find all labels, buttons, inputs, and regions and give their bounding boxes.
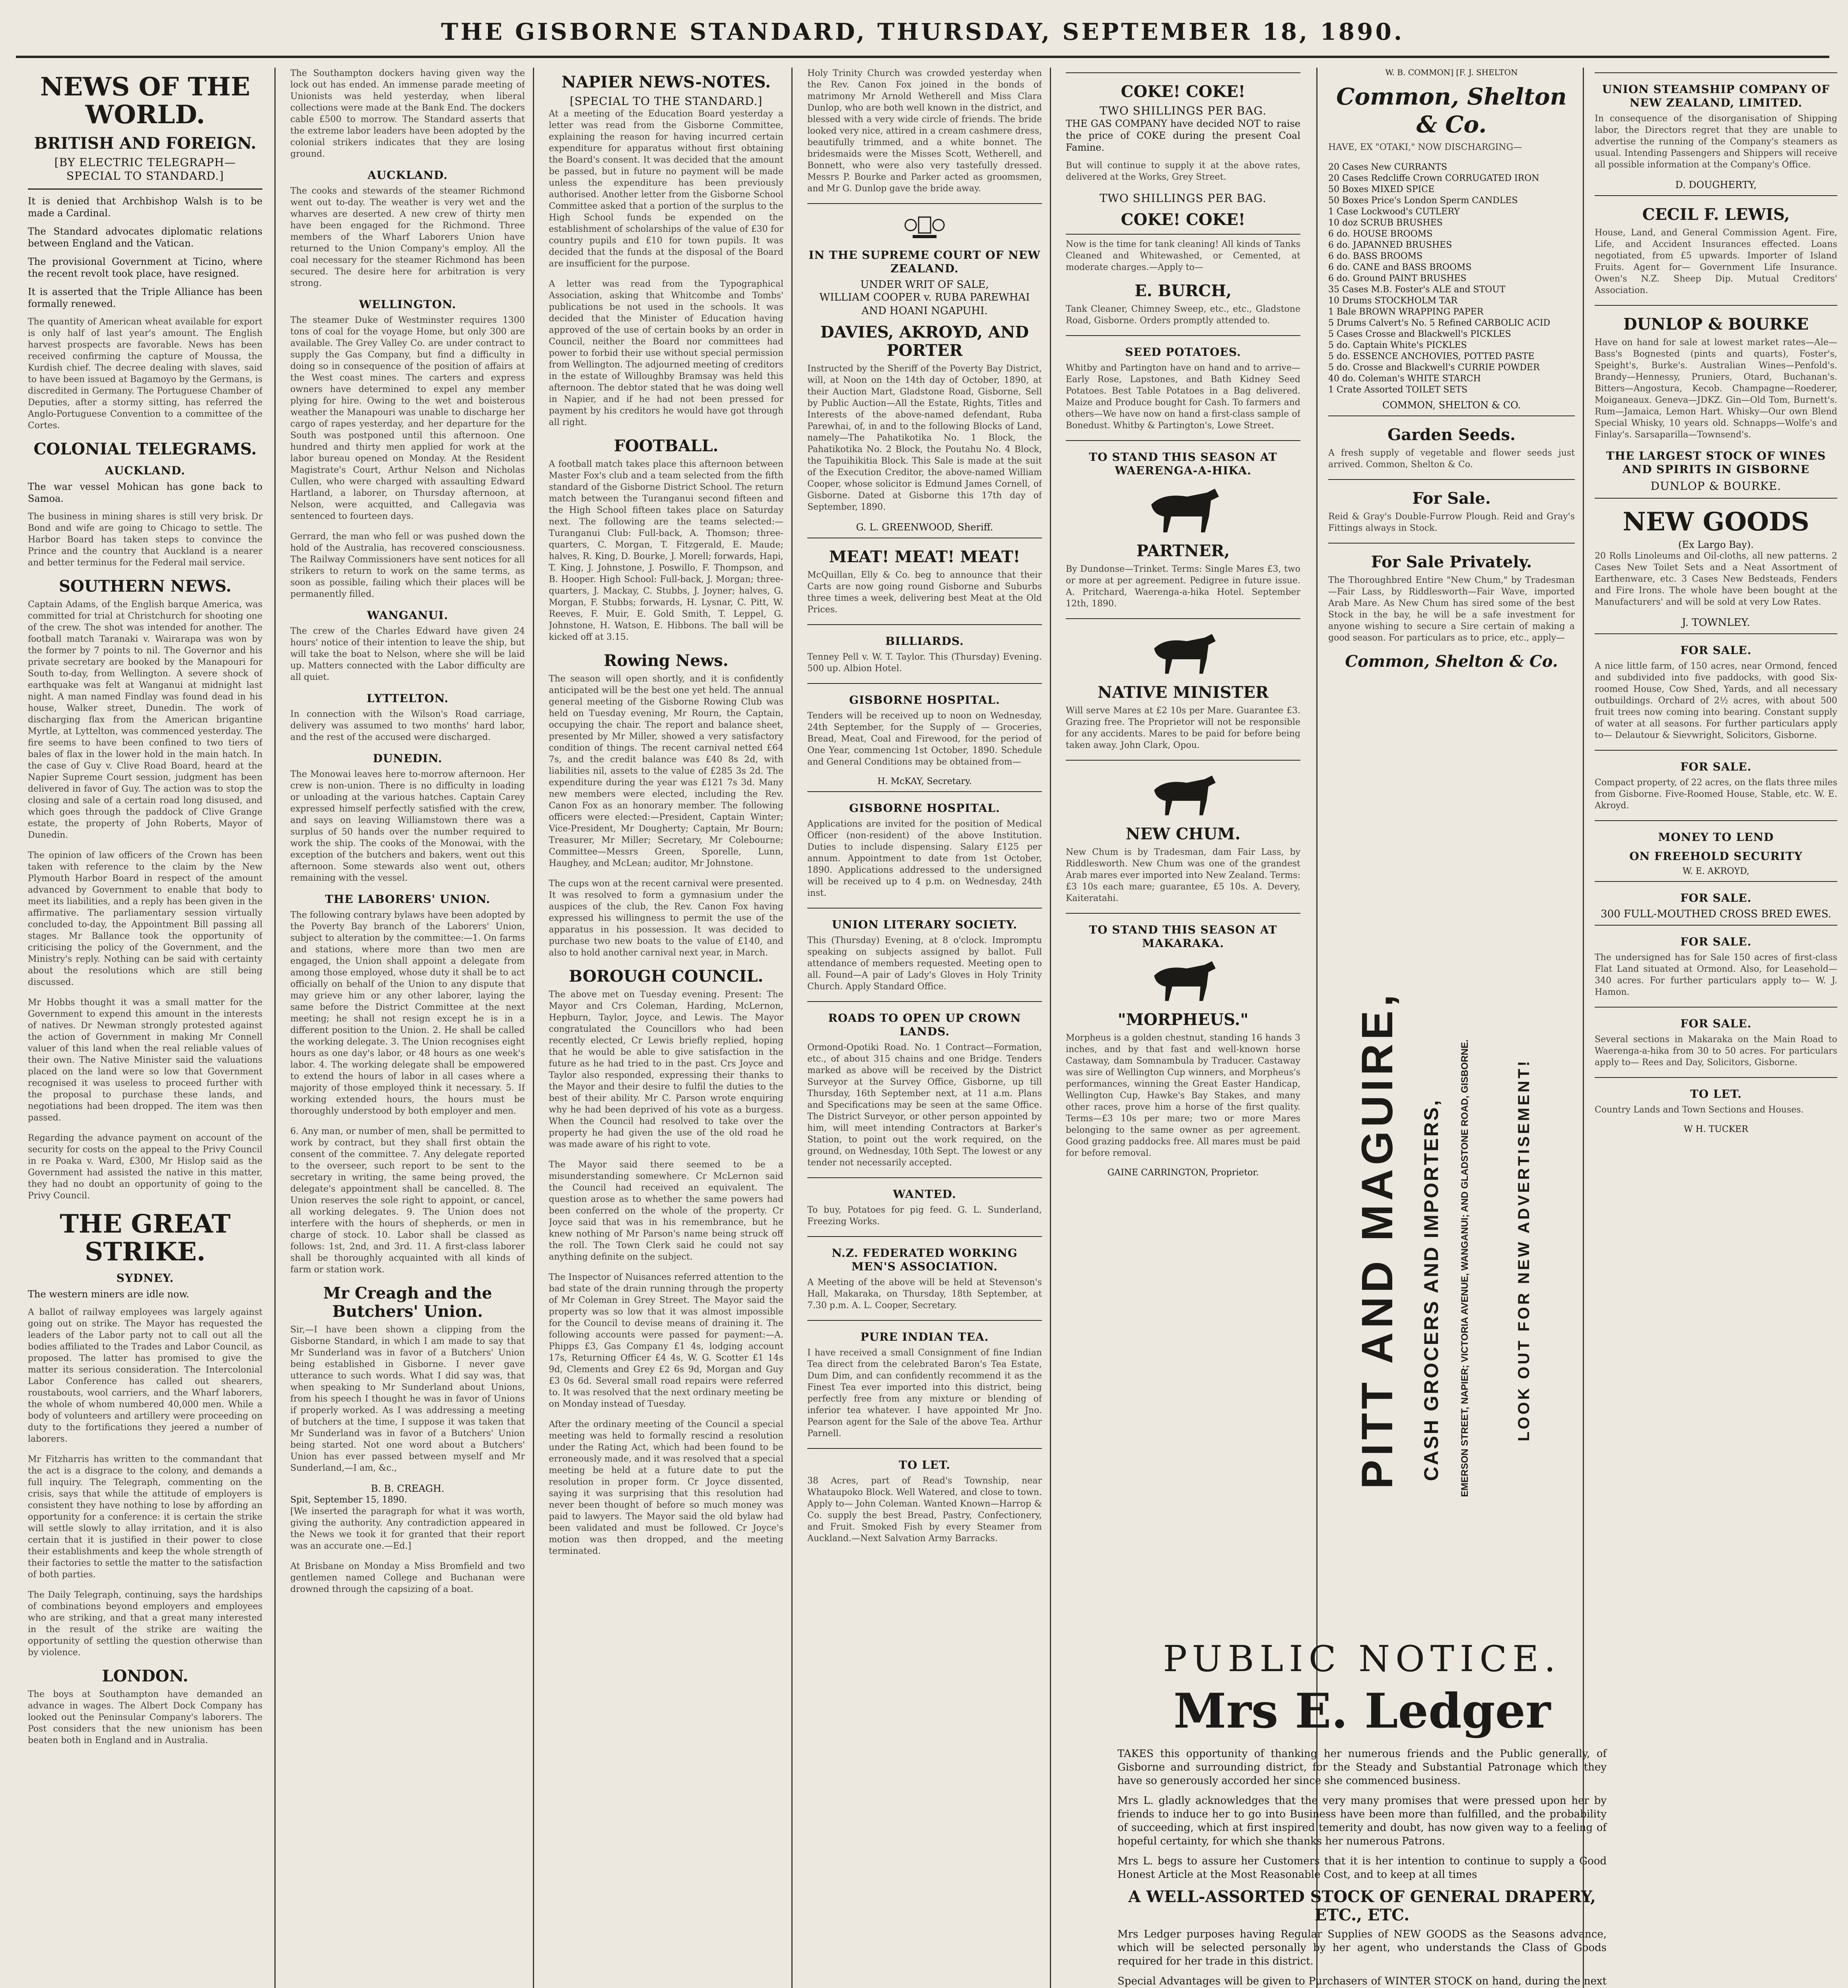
text-block: The crew of the Charles Edward have given 24 hours' notice of their intention to leave the ship, but will take the boat to Nelson, where she will be laid up. Matters connected with the Labor difficulty are all quiet. xyxy=(290,626,525,682)
stand-headline: TO STAND THIS SEASON AT WAERENGA-A-HIKA. xyxy=(1089,450,1277,477)
ledger-name: Mrs E. Ledger xyxy=(1173,1683,1551,1739)
text-block: The steamer Duke of Westminster requires 1300 tons of coal for the voyage Home, but only 300 are available. The Grey Valley Co. are under contract to supply the Gas Company, but find a difficulty in doing so in consequence of the position of affairs at the West coast mines. The carters and express owners have determined to expel any member plying for hire. Owing to the wet and boisterous weather the Manapouri was unable to discharge her cargo of rapes yesterday, and her departure for the South was postponed until this afternoon. One hundred and thirty men applied for work at the labor bureau opened on Monday. At the Resident Magistrate's Court, Arthur Nelson and Nicholas Cullen, who were charged with assaulting Edward Hartland, a laborer, on Thursday afternoon, at Nelson, were acquitted, and Callegavia was sentenced to fourteen days. xyxy=(290,315,525,521)
wanted-headline: WANTED. xyxy=(893,1188,956,1201)
headline-creagh-butchers: Mr Creagh and the Butchers' Union. xyxy=(323,1284,492,1321)
text-block: Will serve Mares at £2 10s per Mare. Guarantee £3. Grazing free. The Proprietor will not be responsible for any accidents. Mares to be paid for before being taken away. John Clark, Opou. xyxy=(1066,706,1300,750)
agent-signature: D. DOUGHERTY, xyxy=(1675,179,1757,190)
lewis-name: CECIL F. LEWIS, xyxy=(1642,205,1790,224)
for-sale-headline: FOR SALE. xyxy=(1680,644,1752,657)
public-notice-title: PUBLIC NOTICE. xyxy=(1163,1638,1561,1680)
text-block: The cups won at the recent carnival were presented. It was resolved to form a gymnasium under the auspices of the club, the Rev. Canon Fox having expressed his willingness to permit the use of the apparatus in his possession. It was decided to purchase two new boats to the value of £140, and also to hold another carnival next year, in March. xyxy=(549,879,783,958)
coke-ad xyxy=(1066,72,1300,229)
news-item: It is asserted that the Triple Alliance has been formally renewed. xyxy=(28,286,262,309)
text-block: The cooks and stewards of the steamer Richmond went out to-day. The weather is very wet and the wharves are deserted. A new crew of thirty men have been engaged for the Richmond. Three members of the Wharf Laborers Union have returned to the Union Company's employ. All the coal necessary for the steamer Richmond has been secured. The desire here for arbitration is very strong. xyxy=(290,186,525,288)
text-block: Instructed by the Sheriff of the Poverty Bay District, will, at Noon on the 14th day of October, 1890, at their Auction Mart, Gladstone Road, Gisborne, Sell by Public Auction—All the Estate, Rights, Titles and Interests of the above-named defendant, Ruba Parewhai, of, in and to the following Blocks of Land, namely—The Pahatikotika No. 1 Block, the Pahatikotika No. 2 Block, the Poutahu No. 4 Block, the Tapuihikitia Block. This Sale is made at the suit of the Execution Creditor, the above-named William Cooper, whose solicitor is Edmund James Cornell, of Gisborne. Dated at Gisborne this 17th day of September, 1890. xyxy=(807,364,1042,512)
text-block: Tank Cleaner, Chimney Sweep, etc., etc., Gladstone Road, Gisborne. Orders promptly attended to. xyxy=(1066,304,1300,326)
steamship-headline: UNION STEAMSHIP COMPANY OF NEW ZEALAND, LIMITED. xyxy=(1602,83,1830,109)
text-block: 6. Any man, or number of men, shall be permitted to work by contract, but they shall first obtain the consent of the committee. 7. Any delegate reported to the overseer, such report to be sent to the secretary in writing, the same being proved, the delegate's appointment shall be cancelled. 8. The Union reserves the sole right to appoint, or cancel, all working delegates. 9. The Union does not interfere with the hours of shepherds, or men in charge of stock. 10. Labor shall be classed as follows: 1st, 2nd, and 3rd. 11. A first-class laborer shall be thoroughly acquainted with all kinds of farm or station work. xyxy=(290,1126,525,1275)
partner-ad xyxy=(1066,440,1300,610)
workmen-headline: N.Z. FEDERATED WORKING MEN'S ASSOCIATION. xyxy=(832,1246,1018,1273)
coke-headline: COKE! COKE! xyxy=(1121,210,1246,229)
pitt-maguire-title: PITT AND MAGUIRE, xyxy=(1353,990,1402,1489)
goods-item: 5 do. Crosse and Blackwell's CURRIE POWDER xyxy=(1328,363,1540,373)
subhead-london: LONDON. xyxy=(102,1667,188,1685)
text-block: The Thoroughbred Entire "New Chum," by Tradesman—Fair Lass, by Riddlesworth—Fair Wave, imported Arab Mare. As New Chum has sired some of the best Stock in the bay, he will be a safe investment for anyone wishing to secure a Sire certain of making a good season. For particulars as to price, etc., apply— xyxy=(1328,575,1575,643)
dunlop-ad xyxy=(1595,305,1837,493)
public-notice xyxy=(1117,1638,1607,1988)
goods-item: 1 Case Lockwood's CUTLERY xyxy=(1328,207,1460,217)
news-item: The Standard advocates diplomatic relations between England and the Vatican. xyxy=(28,226,262,249)
goods-item: 6 do. CANE and BASS BROOMS xyxy=(1328,262,1472,272)
hospital-ad-1 xyxy=(807,683,1042,786)
text-block: The Inspector of Nuisances referred attention to the bad state of the drain running through the property of Mr Coleman in Grey Street. The Mayor said the property was so low that it was almost impossible for the Council to devise means of draining it. The following accounts were passed for payment:—A. Phipps £3, Gas Company £1 4s, lodging account 17s, Returning Officer £4 4s, W. G. Scotter £1 14s 9d, Clements and Grey £2 6s 9d, Morgan and Guy £3 0s 6d. Several small road repairs were referred to. It was resolved that the next ordinary meeting be on Monday instead of Tuesday. xyxy=(549,1272,783,1409)
text-block: Reid & Gray's Double-Furrow Plough. Reid and Gray's Fittings always in Stock. xyxy=(1328,512,1575,533)
newchum-name: NEW CHUM. xyxy=(1125,825,1241,843)
for-sale-headline: For Sale. xyxy=(1412,489,1491,508)
ewes-line: 300 FULL-MOUTHED CROSS BRED EWES. xyxy=(1601,908,1831,920)
firm-name: DAVIES, AKROYD, AND PORTER xyxy=(820,323,1029,360)
townley-signature: J. TOWNLEY. xyxy=(1682,617,1750,629)
tucker-signature: W H. TUCKER xyxy=(1684,1124,1748,1134)
proprietor-signature: GAINE CARRINGTON, Proprietor. xyxy=(1107,1168,1259,1178)
for-sale-headline: FOR SALE. xyxy=(1680,935,1752,948)
dateline: Spit, September 15, 1890. xyxy=(290,1495,407,1505)
new-goods-headline: NEW GOODS xyxy=(1623,507,1809,537)
subhead-laborers-union: THE LABORERS' UNION. xyxy=(325,893,490,906)
minister-name: NATIVE MINISTER xyxy=(1098,683,1269,702)
tolet-ad xyxy=(807,1448,1042,1544)
tolet-ad xyxy=(1595,1077,1837,1134)
goods-item: 35 Cases M.B. Foster's ALE and STOUT xyxy=(1328,285,1506,295)
text-block: House, Land, and General Commission Agent. Fire, Life, and Accident Insurances effected. Loans negotiated, from £5 upwards. Importer of Island Fruits. Agent for— Government Life Insurance. Owen's N.Z. Sheep Dip. Mutual Creditors' Association. xyxy=(1595,228,1837,295)
text-block: Mr Fitzharris has written to the commandant that the act is a disgrace to the colony, and demands a full inquiry. The Telegraph, commenting on the crisis, says that while the attitude of employers is consistent they have nothing to lose by affording an opportunity for a conference: it is certain the strike will settle slowly to allay irritation, and it is also certain that it is justified in their power to close their establishments and keep the whole strength of their factories to settle the matter to the satisfaction of both parties. xyxy=(28,1454,262,1580)
notice-paragraph: Mrs L. gladly acknowledges that the very many promises that were pressed upon her by friends to induce her to go into Business have been more than fulfilled, and the probability of succeeding, which at first inspired temerity and doubt, has now given way to a feeling of hopeful certainty, for which she thanks her numerous Patrons. xyxy=(1117,1795,1607,1847)
for-sale-4-ad xyxy=(1595,925,1837,998)
burch-ad xyxy=(1066,234,1300,326)
for-sale-2-ad xyxy=(1595,750,1837,812)
pitt-maguire-address: EMERSON STREET, NAPIER; VICTORIA AVENUE, WANGANUI; AND GLADSTONE ROAD, GISBORNE. xyxy=(1459,1039,1470,1497)
wanted-ad xyxy=(807,1177,1042,1227)
goods-item: 6 do. HOUSE BROOMS xyxy=(1328,229,1433,239)
text-block: The boys at Southampton have demanded an advance in wages. The Albert Dock Company has looked out the Peninsular Company's laborers. The Post considers that the new unionism has been beaten both in England and in Australia. xyxy=(28,1689,262,1745)
morpheus-name: "MORPHEUS." xyxy=(1117,1010,1249,1029)
headline-southern-news: SOUTHERN NEWS. xyxy=(59,577,231,596)
workmen-ad xyxy=(807,1236,1042,1311)
horse-icon xyxy=(1143,768,1223,819)
column-1 xyxy=(28,68,262,1988)
headline-napier-news-notes: NAPIER NEWS-NOTES. xyxy=(561,73,771,91)
goods-item: 5 do. Captain White's PICKLES xyxy=(1328,340,1467,350)
goods-item: 5 Drums Calvert's No. 5 Refined CARBOLIC ACID xyxy=(1328,318,1551,328)
text-block: The undersigned has for Sale 150 acres of first-class Flat Land situated at Ormond. Also, for Leasehold—340 acres. For further particulars apply to— W. J. Hamon. xyxy=(1595,953,1837,997)
largest-stock-line: THE LARGEST STOCK OF WINES AND SPIRITS IN GISBORNE xyxy=(1606,449,1826,476)
text-block: The season will open shortly, and it is confidently anticipated will be the best one yet held. The annual general meeting of the Gisborne Rowing Club was held on Tuesday evening, Mr Rourn, the Captain, occupying the chair. The report and balance sheet, presented by Mr Miller, showed a very satisfactory condition of things. The recent carnival netted £64 7s, and the credit balance was £40 8s 2d, with liabilities nil, assets to the value of £285 3s 2d. The expenditure during the year was £121 7s 3d. Many new members were elected, including the Rev. Canon Fox as an honorary member. The following officers were elected:—President, Captain Winter; Vice-President, Mr Dougherty; Captain, Mr Bourn; Treasurer, Mr Miller; Secretary, Mr Colebourne; Committee—Messrs Green, Sporelle, Lunn, Haughey, and McLean; auditor, Mr Johnstone. xyxy=(549,674,783,868)
horse-icon xyxy=(1143,626,1223,678)
money-ad xyxy=(1595,820,1837,876)
firm-partners: W. B. COMMON] [F. J. SHELTON xyxy=(1385,68,1518,77)
pitt-maguire-subtitle: CASH GROCERS AND IMPORTERS, xyxy=(1420,1099,1442,1481)
text-block: The Mayor said there seemed to be a misunderstanding somewhere. Cr McLernon said the Council had received an equivalent. The question arose as to whether the same powers had been conferred on the whole of the property. Cr Joyce said that was in his remembrance, but he knew nothing of Mr Parson's name being struck off the roll. The Town Clerk said he could not say anything definite on the subject. xyxy=(549,1160,783,1262)
goods-list xyxy=(1328,162,1575,396)
subhead-dunedin: DUNEDIN. xyxy=(373,752,443,765)
goods-item: 50 Boxes MIXED SPICE xyxy=(1328,184,1435,194)
roads-ad xyxy=(807,1001,1042,1169)
money-headline: MONEY TO LEND xyxy=(1658,831,1774,844)
goods-item: 1 Crate Assorted TOILET SETS xyxy=(1328,385,1468,395)
secretary-signature: H. McKAY, Secretary. xyxy=(877,777,972,786)
signature: B. B. CREAGH. xyxy=(371,1483,445,1494)
text-block: Regarding the advance payment on account of the security for costs on the appeal to the Privy Council in re Poaka v. Ward, £300, Mr Hislop said as the Government had assisted the native in this matter, they had no doubt an opportunity of going to the Privy Council. xyxy=(28,1133,262,1201)
text-block: In consequence of the disorganisation of Shipping labor, the Directors regret that they are unable to advertise the running of the Company's steamers as usual. Intending Passengers and Shippers will receive all possible information at the Company's Office. xyxy=(1595,114,1837,170)
common-shelton-title: Common, Shelton & Co. xyxy=(1336,83,1567,138)
tea-ad xyxy=(807,1320,1042,1439)
common-shelton-title: Common, Shelton & Co. xyxy=(1345,652,1558,671)
news-item: It is denied that Archbishop Walsh is to be made a Cardinal. xyxy=(28,196,262,219)
for-sale-headline: FOR SALE. xyxy=(1680,891,1752,905)
for-sale-headline: FOR SALE. xyxy=(1680,1017,1752,1030)
akroyd-signature: W. E. AKROYD, xyxy=(1682,866,1750,876)
newchum-ad xyxy=(1066,760,1300,904)
goods-item: 5 Cases Crosse and Blackwell's PICKLES xyxy=(1328,329,1511,339)
firm-address: COMMON, SHELTON & CO. xyxy=(1382,400,1521,411)
text-block: Have on hand for sale at lowest market rates—Ale—Bass's Bognested (pints and quarts), Foster's, Speight's, Burke's. Australian Wines—Penfold's. Brandy—Hennessy, Pruniers, Otard, Buchanan's. Bitters—Angostura, Kecob. Champagne—Roederer, Moiganeaux. Geneva—JDKZ. Gin—Old Tom, Burnett's. Rum—Jamaica, Lemon Hart. Whisky—Our own Blend Special Whisky, 10 years old. Schnapps—Wolfe's and Finlay's. Sarsaparilla—Townsend's. xyxy=(1595,338,1837,440)
subhead-sydney: SYDNEY. xyxy=(116,1272,174,1285)
hospital-headline: GISBORNE HOSPITAL. xyxy=(849,802,1000,815)
for-sale-privately-headline: For Sale Privately. xyxy=(1371,553,1532,571)
court-notice-title: IN THE SUPREME COURT OF NEW ZEALAND. xyxy=(808,248,1041,275)
news-item: The provisional Government at Ticino, where the recent revolt took place, have resigned. xyxy=(28,256,262,279)
arrived-line: HAVE, EX "OTAKI," NOW DISCHARGING— xyxy=(1328,142,1522,152)
text-block: The Monowai leaves here to-morrow afternoon. Her crew is non-union. There is no difficulty in loading or unloading at the various hatches. Captain Carey expressed himself perfectly satisfied with the crew, and says on leaving Williamstown there was a surplus of 50 hands over the number required to work the ship. The cooks of the Monowai, with the exception of the butchers and bakers, went out this afternoon. Some stewards also went out, others remaining with the vessel. xyxy=(290,769,525,883)
writ-label: UNDER WRIT OF SALE, xyxy=(860,279,989,291)
text-block: The Southampton dockers having given way the lock out has ended. An immense parade meeting of Unionists was held yesterday, when liberal collections were made at the Bank End. The dockers cable £500 to morrow. The Standard asserts that the extreme labor leaders have been adopted by the colonial strikers indicates that they are losing ground. xyxy=(290,68,525,159)
steamship-ad xyxy=(1595,72,1837,190)
telegraph-tag: [BY ELECTRIC TELEGRAPH—SPECIAL TO STANDARD.] xyxy=(54,156,236,182)
seed-headline: SEED POTATOES. xyxy=(1125,346,1241,359)
subhead-british-foreign: BRITISH AND FOREIGN. xyxy=(34,134,257,153)
coke-price: TWO SHILLINGS PER BAG. xyxy=(1100,104,1267,117)
goods-item: 10 Drums STOCKHOLM TAR xyxy=(1328,296,1457,306)
new-goods-subtitle: (Ex Largo Bay). xyxy=(1678,539,1754,550)
text-block: Now is the time for tank cleaning! All kinds of Tanks Cleaned and Whitewashed, or Cemented, at moderate charges.—Apply to— xyxy=(1066,239,1300,272)
text-block: Country Lands and Town Sections and Houses. xyxy=(1595,1105,1804,1115)
pitt-maguire-lookout: LOOK OUT FOR NEW ADVERTISEMENT! xyxy=(1515,1058,1533,1441)
pitt-maguire-ad xyxy=(1328,674,1575,1509)
text-block: In connection with the Wilson's Road carriage, delivery was assumed to two months' hard labor, and the rest of the accused were discharged. xyxy=(290,709,525,742)
text-block: Whitby and Partington have on hand and to arrive—Early Rose, Lapstones, and Bath Kidney Seed Potatoes. Best Table Potatoes in a Bag delivered. Maize and Produce bought for Cash. To farmers and others—We have now on hand a first-class sample of Bonedust. Whitby & Partington's, Lowe Street. xyxy=(1066,363,1300,431)
text-block: At Brisbane on Monday a Miss Bromfield and two gentlemen named College and Buchanan were drowned through the capsizing of a boat. xyxy=(290,1561,525,1594)
garden-seeds-ad xyxy=(1328,415,1575,470)
text-block: A Meeting of the above will be held at Stevenson's Hall, Makaraka, on Thursday, 18th September, at 7.30 p.m. A. L. Cooper, Secretary. xyxy=(807,1277,1042,1310)
text-block: Gerrard, the man who fell or was pushed down the hold of the Australia, has recovered consciousness. The Railway Commissioners have sent notices for all strikers to return to work on the same terms, as soon as possible, failing which their places will be permanently filled. xyxy=(290,532,525,599)
notice-paragraph: Mrs L. begs to assure her Customers that it is her intention to continue to supply a Good Honest Article at the Most Reasonable Cost, and to keep at all times xyxy=(1117,1855,1607,1881)
news-item: The war vessel Mohican has gone back to Samoa. xyxy=(28,481,262,504)
for-sale-ad xyxy=(1328,479,1575,534)
goods-item: 6 do. BASS BROOMS xyxy=(1328,251,1423,261)
goods-item: 5 do. ESSENCE ANCHOVIES, POTTED PASTE xyxy=(1328,351,1535,361)
news-item: The western miners are idle now. xyxy=(28,1289,189,1300)
text-block: A letter was read from the Typographical Association, asking that Whitcombe and Tombs' publications be not used in the schools. It was decided that the Minister of Education having approved of the use of certain books by an order in Council, neither the Board nor committees had power to forbid their use without special permission from Wellington. The adjourned meeting of creditors in the estate of Willoughby Bramsay was held this afternoon. The debtor stated that he was doing well in Napier, and if he had not been pressed for payment by his creditors he would have got through all right. xyxy=(549,279,783,427)
subhead-wanganui: WANGANUI. xyxy=(367,609,449,622)
divider xyxy=(28,188,262,190)
text-block: At a meeting of the Education Board yesterday a letter was read from the Gisborne Committee, explaining the reason for having incurred certain expenditure for apparatus without first obtaining the Board's consent. It was decided that the amount be passed, but in future no payment will be made unless the expenditure has been previously authorised. Another letter from the Gisborne School Committee asked that a portion of the surplus to the High School funds be expended on the establishment of scholarships of the value of £30 for country pupils and £10 for town pupils. It was decided that the funds at the disposal of the Board are insufficient for the purpose. xyxy=(549,109,783,269)
meat-ad xyxy=(807,538,1042,615)
text-block: Mr Hobbs thought it was a small matter for the Government to expend this amount in the interests of natives. Dr Newman strongly protested against the action of Government in making Mr Connell valuer of this land when the real reliable values of their own. The Native Minister said the valuations placed on the land were so low that Government recognised it was useless to proceed further with the proposal to purchase these lands, and negotiations had been dropped. The item was then passed. xyxy=(28,998,262,1123)
burch-name: E. BURCH, xyxy=(1135,282,1232,300)
text-block: 38 Acres, part of Read's Township, near Whataupoko Block. Well Watered, and close to town. Apply to— John Coleman. Wanted Known—Harrop & Co. supply the best Bread, Pastry, Confectionery, and Fruit. Smoked Fish by every Steamer from Auckland.—Next Salvation Army Barracks. xyxy=(807,1476,1042,1543)
for-sale-privately-ad xyxy=(1328,543,1575,671)
legal-notice xyxy=(807,203,1042,533)
goods-item: 6 do. JAPANNED BRUSHES xyxy=(1328,240,1452,250)
tea-headline: PURE INDIAN TEA. xyxy=(860,1330,989,1343)
column-7 xyxy=(1595,68,1837,1988)
masthead xyxy=(16,8,1829,58)
text-block: The following contrary bylaws have been adopted by the Poverty Bay branch of the Laborers' Union, subject to alteration by the committee:—1. On farms and stations, where more than two men are engaged, the Union shall appoint a delegate from among those employed, whose duty it shall be to act officially on behalf of the Union to any dispute that may grieve him or any other laborer, laying the same before the District Committee at the next meeting; he shall not resign except he is in a different position to the Union. 2. He shall be called the working delegate. 3. The Union recognises eight hours as one day's labor, or 48 hours as one week's labor. 4. The working delegate shall be empowered to extend the hours of labor in all cases where a majority of those employed think it necessary. 5. If working extended hours, the hours must be thoroughly understood by both employer and men. xyxy=(290,910,525,1116)
tolet-headline: TO LET. xyxy=(899,1458,950,1472)
goods-item: 40 do. Coleman's WHITE STARCH xyxy=(1328,374,1481,384)
text-block: I have received a small Consignment of fine Indian Tea direct from the celebrated Baron's Tea Estate, Dum Dim, and can confidently recommend it as the Finest Tea ever imported into this district, being perfectly free from any mixture or blending of inferior tea whatever. I have appointed Mr Jno. Pearson agent for the Sale of the above Tea. Arthur Parnell. xyxy=(807,1348,1042,1439)
text-block: The business in mining shares is still very brisk. Dr Bond and wife are going to Chicago to settle. The Harbor Board has taken steps to convince the Prince and the country that Auckland is a nearer and better terminus for the Federal mail service. xyxy=(28,512,262,568)
goods-item: 50 Boxes Price's London Sperm CANDLES xyxy=(1328,196,1518,206)
text-block: The Daily Telegraph, continuing, says the hardships of combinations beyond employers and employees who are striking, and that a great many interested in the result of the strike are waiting the opportunity of settling the question otherwise than by violence. xyxy=(28,1590,262,1658)
headline-great-strike: THE GREAT STRIKE. xyxy=(60,1209,231,1267)
roads-headline: ROADS TO OPEN UP CROWN LANDS. xyxy=(828,1011,1021,1038)
tolet-headline: TO LET. xyxy=(1690,1087,1742,1101)
text-block: McQuillan, Elly & Co. beg to announce that their Carts are now going round Gisborne and Suburbs three times a week, delivering best Meat at the Old Prices. xyxy=(807,570,1042,615)
text-block: This (Thursday) Evening, at 8 o'clock. Impromptu speaking on subjects assigned by ballot. Full attendance of members requested. Meeting open to all. Found—A pair of Lady's Gloves in Holy Trinity Church. Apply Standard Office. xyxy=(807,936,1042,992)
goods-item: 20 Cases Redcliffe Crown CORRUGATED IRON xyxy=(1328,173,1539,183)
dunlop-footer: DUNLOP & BOURKE. xyxy=(1650,480,1782,493)
headline-colonial-telegrams: COLONIAL TELEGRAMS. xyxy=(33,440,257,458)
for-sale-headline: FOR SALE. xyxy=(1680,760,1752,773)
text-block: The opinion of law officers of the Crown has been taken with reference to the claim by the New Plymouth Harbor Board in respect of the amount advanced by Government to enable that body to meet its liabilities, and a reply has been given in the affirmative. The parliamentary session virtually concluded to-day, the Appointment Bill passing all stages. Mr Ballance took the opportunity of criticising the policy of the Government, and the Ministry's reply. Nothing can be said with certainty about the resolutions which are still being discussed. xyxy=(28,850,262,987)
goods-item: 10 doz SCRUB BRUSHES xyxy=(1328,218,1443,228)
text-block: After the ordinary meeting of the Council a special meeting was held to formally rescind a resolution under the Rating Act, which had been found to be erroneously made, and it was resolved that a special meeting be held at a future date to put the resolution in proper form. Cr Joyce dissented, saying it was surprising that this resolution had never been thought of before so much money was paid to lawyers. The Mayor said the old bylaw had been validated and must be followed. Cr Joyce's motion was then dropped, and the meeting terminated. xyxy=(549,1419,783,1556)
masthead-title: THE GISBORNE STANDARD, THURSDAY, SEPTEMBER 18, 1890. xyxy=(441,18,1405,45)
headline-news-of-the-world: NEWS OF THE WORLD. xyxy=(40,72,250,130)
text-block: New Chum is by Tradesman, dam Fair Lass, by Riddlesworth. New Chum was one of the grandest Arab mares ever imported into New Zealand. Terms: £3 10s each mare; guarantee, £5 10s. A. Devery, Kaiteratahi. xyxy=(1066,847,1300,903)
meat-headline: MEAT! MEAT! MEAT! xyxy=(829,547,1020,566)
notice-paragraph: Special Advantages will be given to Purchasers of WINTER STOCK on hand, during the next xyxy=(1117,1975,1607,1987)
text-block: Morpheus is a golden chestnut, standing 16 hands 3 inches, and by that fast and well-known horse Castaway, dam Somnambula by Traducer. Castaway was sire of Wellington Cup winners, and Morpheus's performances, winning the Great Easter Handicap, Wellington Cup, Hawke's Bay Stakes, and many other races, prove him a horse of the first quality. Terms—£3 10s per mare; two or more Mares belonging to the same owner as per agreement. Good grazing paddocks free. All mares must be paid for before removal. xyxy=(1066,1033,1300,1158)
text-block: Tenney Pell v. W. T. Taylor. This (Thursday) Evening. 500 up. Albion Hotel. xyxy=(807,652,1042,674)
literary-ad xyxy=(807,908,1042,992)
column-2 xyxy=(290,68,525,1988)
goods-item: 20 Cases New CURRANTS xyxy=(1328,162,1448,172)
horse-icon xyxy=(1143,953,1223,1005)
text-block: A ballot of railway employees was largely against going out on strike. The Mayor has requested the leaders of the Labor party not to call out all the bodies affiliated to the Trades and Labor Council, as proposed. The latter has promised to give the matter its serious consideration. The Intercolonial Labor Conference has called out shearers, roustabouts, wool carriers, and the Wharf laborers, the whole of whom numbered 40,000 men. While a body of volunteers and artillery were proceeding on duty to the fortifications they jeered a number of laborers. xyxy=(28,1307,262,1444)
headline-rowing-news: Rowing News. xyxy=(604,651,729,670)
for-sale-1-ad xyxy=(1595,633,1837,741)
billiards-ad xyxy=(807,624,1042,674)
text-block: A nice little farm, of 150 acres, near Ormond, fenced and subdivided into five paddocks, with good Six-roomed House, Cow Shed, Yards, and all necessary outbuildings. Orchard of 2½ acres, with about 500 fruit trees now coming into bearing. Constant supply of water at all seasons. For further particulars apply to— Delautour & Sievwright, Solicitors, Gisborne. xyxy=(1595,661,1837,740)
text-block: [We inserted the paragraph for what it was worth, giving the authority. Any contradiction appeared in the News we took it for granted that their report was an accurate one.—Ed.] xyxy=(290,1507,525,1551)
new-goods-ad xyxy=(1595,498,1837,629)
hospital-headline: GISBORNE HOSPITAL. xyxy=(849,693,1000,707)
text-block: Captain Adams, of the English barque America, was committed for trial at Christchurch for shooting one of the crew. The shot was intended for another. The football match Taranaki v. Wairarapa was won by the former by 7 points to nil. The Governor and his private secretary are booked by the Manapouri for South to-day, from Wellington. A severe shock of earthquake was felt at Wanganui at midnight last night. A man named Findlay was found dead in his house, Walker street, Dunedin. The work of discharging flax from the American brigantine Myrtle, at Lyttelton, was commenced yesterday. The fire seems to have been confined to two tiers of bales of flax in the lower hold in the main hatch. In the case of Guy v. Clive Road Board, heard at the Napier Supreme Court session, judgment has been delivered in favor of Guy. The action was to stop the closing and sale of a certain road long disused, and which goes through the paddock of Clive Grange estate, the property of John Roberts, Mayor of Dunedin. xyxy=(28,600,262,840)
for-sale-5-ad xyxy=(1595,1007,1837,1068)
text-block: The quantity of American wheat available for export is only half of last year's amount. The English harvest prospects are favorable. News has been received confirming the capture of Moussa, the Kurdish chief. The decree dealing with slaves, said to have been issued at Bagamoyo by the Germans, is discredited in Germany. The Portuguese Chamber of Deputies, after a stormy sitting, has referred the Anglo-Portuguese Convention to a committee of the Cortes. xyxy=(28,317,262,431)
column-rule xyxy=(274,68,276,1988)
text-block: Compact property, of 22 acres, on the flats three miles from Gisborne. Five-Roomed House, Stable, etc. W. E. Akroyd. xyxy=(1595,778,1837,811)
billiards-headline: BILLIARDS. xyxy=(885,635,964,648)
sheriff-signature: G. L. GREENWOOD, Sheriff. xyxy=(856,522,993,533)
text-block: The above met on Tuesday evening. Present: The Mayor and Crs Coleman, Harding, McLernon, Hepburn, Taylor, Joyce, and Lewis. The Mayor congratulated the Councillors who had been recently elected, Cr Lewis briefly replied, hoping that he would be able to give satisfaction in the future as he had tried to in the past. Crs Joyce and Taylor also responded, expressing their thanks to the Mayor and their desire to fulfil the duties to the best of their ability. Mr C. Parson wrote enquiring why he had been deprived of his vote as a burgess. When the Council had resolved to take over the property he had given the use of the old road he was made aware of his right to vote. xyxy=(549,990,783,1149)
stand-headline: TO STAND THIS SEASON AT MAKARAKA. xyxy=(1089,923,1277,950)
special-tag: [SPECIAL TO THE STANDARD.] xyxy=(569,95,763,108)
for-sale-3-ad xyxy=(1595,881,1837,920)
column-3 xyxy=(549,68,783,1988)
text-block: Ormond-Opotiki Road. No. 1 Contract—Formation, etc., of about 315 chains and one Bridge. Tenders marked as above will be received by the District Surveyor at the Survey Office, Gisborne, up till Thursday, 16th September next, at 11 a.m. Plans and Specifications may be seen at the same Office. The District Surveyor, or other person appointed by him, will meet intending Contractors at Barker's Station, to point out the work required, on the ground, on Wednesday, 10th Sept. The lowest or any tender not necessarily accepted. xyxy=(807,1043,1042,1168)
headline-football: FOOTBALL. xyxy=(614,437,719,455)
goods-item: 6 do. Ground PAINT BRUSHES xyxy=(1328,274,1467,283)
text-block: A fresh supply of vegetable and flower seeds just arrived. Common, Shelton & Co. xyxy=(1328,448,1575,470)
notice-paragraph: TAKES this opportunity of thanking her numerous friends and the Public generally, of Gisborne and surrounding district, for the Steady and Substantial Patronage which they have so generously accorded her since she commenced business. xyxy=(1117,1748,1607,1787)
gas-notice: THE GAS COMPANY have decided NOT to raise the price of COKE during the present Coal Famine. xyxy=(1066,118,1300,153)
parties: WILLIAM COOPER v. RUBA PAREWHAI AND HOANI NGAPUHI. xyxy=(819,291,1030,317)
horse-icon xyxy=(1139,481,1227,536)
literary-headline: UNION LITERARY SOCIETY. xyxy=(832,918,1018,931)
column-rule xyxy=(1050,68,1051,1988)
garden-seeds-headline: Garden Seeds. xyxy=(1387,425,1516,444)
text-block: By Dundonse—Trinket. Terms: Single Mares £3, two or more at per agreement. Pedigree in future issue. A. Pritchard, Waerenga-a-hika Hotel. September 12th, 1890. xyxy=(1066,564,1300,609)
partner-name: PARTNER, xyxy=(1136,542,1230,560)
coke-headline: COKE! COKE! xyxy=(1121,82,1246,101)
morpheus-ad xyxy=(1066,913,1300,1178)
column-rule xyxy=(533,68,534,1988)
lewis-ad xyxy=(1595,195,1837,296)
text-block: To buy, Potatoes for pig feed. G. L. Sunderland, Freezing Works. xyxy=(807,1205,1042,1227)
text-block: Holy Trinity Church was crowded yesterday when the Rev. Canon Fox joined in the bonds of matrimony Mr Arnold Wetherell and Miss Clara Dunlop, who are both well known in the district, and blessed with a very wide circle of friends. The bride looked very nice, attired in a cream cashmere dress, beautifully trimmed, and a white bonnet. The bridesmaids were the Misses Scott, Wetherell, and Bonnett, who were also very tastefully dressed. Messrs P. Bourke and Parker acted as groomsmen, and Mr G. Dunlop gave the bride away. xyxy=(807,68,1042,194)
subhead-auckland-2: AUCKLAND. xyxy=(367,169,448,182)
headline-borough-council: BOROUGH COUNCIL. xyxy=(569,967,764,986)
text-block: Several sections in Makaraka on the Main Road to Waerenga-a-hika from 30 to 50 acres. For particulars apply to— Rees and Day, Solicitors, Gisborne. xyxy=(1595,1035,1837,1068)
freehold-headline: ON FREEHOLD SECURITY xyxy=(1629,850,1803,863)
notice-paragraph: Mrs Ledger purposes having Regular Supplies of NEW GOODS as the Seasons advance, which will be selected personally by her agent, who understands the Class of Goods required for her trade in this district. xyxy=(1117,1928,1607,1967)
text-block: Sir,—I have been shown a clipping from the Gisborne Standard, in which I am made to say that Mr Sunderland was in favor of a Butchers' Union being established in Gisborne. I never gave utterance to such words. What I did say was, that when speaking to Mr Sunderland about Unions, from his speech I thought he was in favor of Unions if properly worked. As I was addressing a meeting of butchers at the time, I suppose it was taken that Mr Sunderland was in favor of a Butchers' Union being started. Not one word about a Butchers' Union has ever passed between myself and Mr Sunderland,—I am, &c., xyxy=(290,1325,525,1473)
goods-item: 1 Bale BROWN WRAPPING PAPER xyxy=(1328,307,1484,317)
seed-ad xyxy=(1066,335,1300,431)
text-block: 20 Rolls Linoleums and Oil-cloths, all new patterns. 2 Cases New Toilet Sets and a Neat Assortment of Earthenware, etc. 3 Cases New Bedsteads, Fenders and Fire Irons. The whole have been bought at the Manufacturers' and will be sold at very Low Rates. xyxy=(1595,551,1837,607)
subhead-wellington: WELLINGTON. xyxy=(359,298,457,311)
subhead-auckland: AUCKLAND. xyxy=(105,464,185,477)
coat-of-arms-icon xyxy=(901,211,948,243)
column-4 xyxy=(807,68,1042,1988)
subhead-lyttelton: LYTTELTON. xyxy=(366,692,449,705)
hospital-ad-2 xyxy=(807,791,1042,899)
text-block: Applications are invited for the position of Medical Officer (non-resident) of the above Institution. Duties to include dispensing. Salary £125 per annum. Appointment to date from 1st October, 1890. Applications addressed to the undersigned will be received up to 4 p.m. on Wednesday, 24th inst. xyxy=(807,819,1042,898)
text-block: A football match takes place this afternoon between Master Fox's club and a team selected from the fifth standard of the Gisborne District School. The return match between the Turanganui second fifteen and the High School fifteen takes place on Saturday next. The following are the teams selected:—Turanganui Club: Full-back, A. Thomson; three-quarters, C. Morgan, T. Fitzgerald, E. Maude; halves, R. King, D. Bourke, J. Morell; forwards, Hapi, T. King, J. Johnstone, J. Poswillo, F. Thompson, and B. Hooper. High School: Full-back, J. Morgan; three-quarters, J. Mackay, C. Stubbs, J. Joyner; halves, G. Morgan, F. Stubbs; forwards, H. Lysnar, C. Pitt, W. Reeves, F. Muir, E. Gold Smith, T. Leppel, G. Johnstone, H. Watson, E. Hibbons. The ball will be kicked off at 3.15. xyxy=(549,459,783,642)
dunlop-name: DUNLOP & BOURKE xyxy=(1623,315,1809,334)
text-block: But will continue to supply it at the above rates, delivered at the Works, Grey Street. xyxy=(1066,161,1300,182)
column-rule xyxy=(791,68,793,1988)
minister-ad xyxy=(1066,618,1300,751)
stock-headline: A WELL-ASSORTED STOCK OF GENERAL DRAPERY, ETC., ETC. xyxy=(1128,1887,1596,1924)
coke-price: TWO SHILLINGS PER BAG. xyxy=(1100,192,1267,205)
text-block: Tenders will be received up to noon on Wednesday, 24th September, for the Supply of — Groceries, Bread, Meat, Coal and Firewood, for the period of One Year, commencing 1st October, 1890. Schedule and General Conditions may be obtained from— xyxy=(807,711,1042,767)
